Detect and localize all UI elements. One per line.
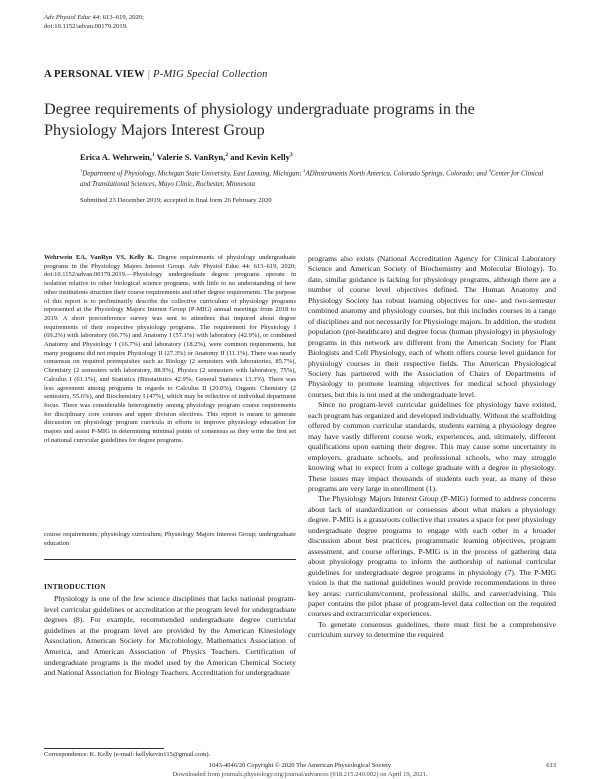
author-3: and Kevin Kelly: [228, 152, 290, 162]
intro-heading: INTRODUCTION: [44, 582, 106, 591]
running-header: [44, 13, 144, 31]
author-2: Valerie S. VanRyn,: [154, 152, 226, 162]
body-paragraph-1: programs also exists (National Accreditation Agency for Clinical Laboratory Science and American Society of Biochemistry and Molecular Biology). To date, similar guidance is lacking for physiology programs, although there are a number of course level objectives defined. The Human Anatomy and Physiology Society has robust learning objectives for one- and two-semester combined anatomy and physiology courses, but this includes courses in a range of disciplines and not necessarily for Physiology majors. In addition, the student population (pre-healthcare) and degree focus (human physiology) in physiology programs in this network are different from the American Society for Plant Biologists and Cell Physiology, each of whom offers course level guidance for physiology courses in their respective fields. The American Physiological Society has partnered with the Association of Chairs of Departments of Physiology to promote learning objectives for medical school physiology courses, but this is not used at the undergraduate level.: [308, 254, 556, 399]
body-paragraph-2: Since no program-level curricular guidelines for physiology have existed, each program has organized and developed individually. Without the scaffolding offered by common curricular standards, students earning a physiology degree may have vastly different course work, experiences, and, ultimately, different qualifications upon earning their degree. This may cause some uncertainty in employers, graduate schools, and professional schools, who may struggle knowing what to expect from a college graduate with a degree in physiology. These issues may impact thousands of students each year, as many of these programs are very large in enrollment (1).: [308, 400, 556, 493]
author-1: Erica A. Wehrwein,: [80, 152, 152, 162]
section-separator: |: [147, 69, 151, 80]
abstract: [44, 254, 296, 445]
download-note: Downloaded from journals.physiology.org/journal/advances (018.215.240.002) on April 19, 2021.: [172, 771, 428, 778]
section-divider: [44, 559, 296, 560]
affiliations: [80, 166, 550, 190]
section-label: [44, 69, 268, 80]
article-title: Degree requirements of physiology undergraduate programs in the Physiology Majors Interest Group: [44, 100, 475, 139]
doi-line: doi:10.1152/advan.00179.2019.: [44, 23, 128, 30]
intro-paragraph: Physiology is one of the few science disciplines that lacks national program-level curricular guidelines or accreditation at the program level for undergraduate degrees (8). For example, recommended undergraduate degree curricular guidelines at the program level are provided by the American Kinesiology Association, American Society for Microbiology, Mathematics Association of America, and American Association of Physics Teachers. Certification of undergraduate programs is the model used by the American Chemical Society and National Association for Biology Teachers. Accreditation for undergraduate: [44, 594, 296, 678]
author-3-affil: 3: [289, 152, 293, 159]
abstract-lead: Wehrwein EA, VanRyn VS, Kelly K.: [44, 254, 155, 261]
abstract-text: Degree requirements of physiology undergraduate programs in the Physiology Majors Interest Group. Adv Physiol Educ 44: 613–619, 2020; doi:10.1152/advan.00179.2019.—Physiology undergraduate degree programs operate in isolation relative to other biological science programs, with little to no understanding of how other institutions structure their course requirements and other degree requirements. The purpose of this report is to preliminarily describe the collective curriculum of physiology programs represented at the Physiology Majors Interest Group (P-MIG) annual meetings from 2018 to 2019. A short preconference survey was sent to attendees that inquired about degree requirements of their respective physiology programs. The requirement for Physiology I (69.2%) with laboratory (66.7%) and Anatomy I (57.1%) with laboratory (42.9%), or combined Anatomy and Physiology I (16.7%) and laboratory (18.2%), were common requirements, but many programs did not require Physiology II (27.3%) or Anatomy II (11.1%). There was nearly consensus on required prerequisites such as Biology (2 semesters with laboratories, 85.7%), Chemistry (2 semesters with laboratory, 88.9%), Physics (2 semesters with laboratory, 75%), Calculus I (61.1%), and Statistics (Biostatistics 42.9%; General Statistics 13.3%). There was less agreement among programs in regards to Calculus II (20.0%), Organic Chemistry (2 semesters, 55.6%), and Biochemistry I (47%), which may be reflective of individual department focus. There was considerable heterogeneity among physiology program course requirements for disciplinary core courses and upper division electives. This report is meant to generate discussion on physiology program curricula in efforts to improve physiology education for majors and assist P-MIG in determining minimal points of consensus as they write the first set of national curricular guidelines for degree programs.: [44, 254, 296, 444]
body-paragraph-3: The Physiology Majors Interest Group (P-MIG) formed to address concerns about lack of standardization or consensus about what makes a physiology degree. P-MIG is a grassroots collective that creates a space for peer physiology undergraduate degree programs to engage with each other in a broader discussion about best practices, programmatic learning objectives, program assessment, and course offerings. P-MIG is in the process of gathering data about physiology programs to inform the authorship of national curricular guidelines for undergraduate degree programs in physiology (7). The P-MIG vision is that the national guidelines would provide recommendations in three key areas: curriculum/content, professional skills, and career/advising. This paper contains the pilot phase of program-level data collection on the required courses and extracurricular experiences.: [308, 494, 556, 619]
affil-1: Department of Physiology, Michigan State University, East Lansing, Michigan;: [82, 170, 304, 178]
affil-2: ADInstruments North America, Colorado Springs, Colorado; and: [305, 170, 489, 178]
affil-3-marker: 3: [488, 168, 491, 173]
right-column-body: [308, 254, 556, 641]
body-paragraph-4: To generate consensus guidelines, there must first be a comprehensive curriculum survey to determine the required: [308, 619, 556, 640]
footnote-rule: [44, 748, 164, 749]
article-type: A PERSONAL VIEW: [44, 69, 145, 80]
affil-1-marker: 1: [80, 168, 83, 173]
citation-info: 44: 613–619, 2020;: [90, 14, 144, 21]
collection-name: P-MIG Special Collection: [153, 69, 268, 80]
keywords: course requirements; physiology curriculum; Physiology Majors Interest Group; undergraduate education: [44, 531, 296, 547]
author-2-affil: 2: [225, 152, 229, 159]
correspondence: Correspondence: K. Kelly (e-mail: kellykevin115@gmail.com).: [44, 751, 211, 758]
page-number: 613: [546, 762, 556, 769]
journal-name: Adv Physiol Educ: [44, 14, 91, 21]
copyright-line: 1043-4046/20 Copyright © 2020 The American Physiological Society: [208, 762, 392, 769]
author-1-affil: 1: [151, 152, 155, 159]
submission-dates: Submitted 23 December 2019; accepted in final form 26 February 2020: [80, 197, 272, 204]
journal-citation: [44, 13, 144, 22]
author-list: [80, 152, 293, 162]
intro-body: [44, 594, 296, 679]
affil-3: Center for Clinical and Translational Sciences, Mayo Clinic, Rochester, Minnesota: [80, 170, 544, 188]
affil-2-marker: 2: [303, 168, 306, 173]
